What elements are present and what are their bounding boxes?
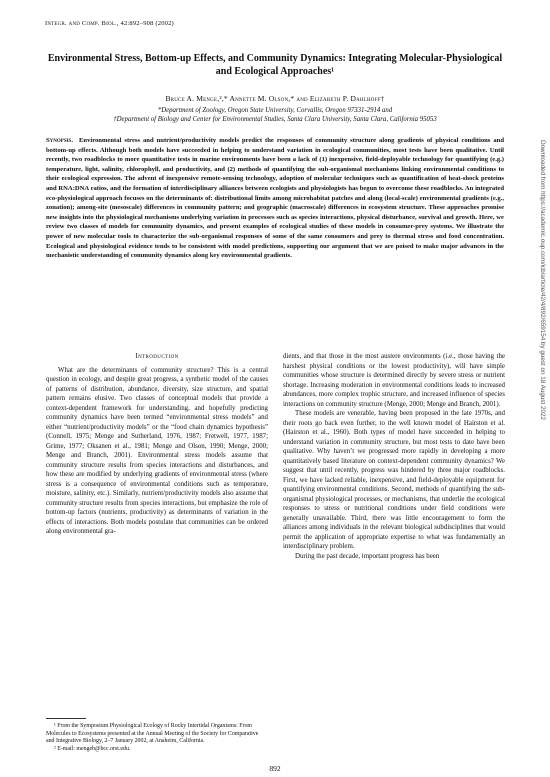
author-list: Bruce A. Menge,²,* Annette M. Olson,* and Elizabeth P. Dahlhoff†	[165, 94, 385, 103]
footnotes	[46, 718, 268, 753]
journal-reference: Integr. and Comp. Biol., 42:892–908 (2002)	[45, 20, 174, 27]
footnote-symposium: ¹ From the Symposium Physiological Ecology of Rocky Intertidal Organisms: From Molecules to Ecosystems presented at the Annual Meeting of the Society for Comparative and Integrative Biology, 2–7 January 2002, at Anaheim, California.	[46, 723, 259, 745]
body-paragraph: During the past decade, important progress has been	[295, 552, 440, 560]
synopsis-block	[46, 136, 504, 261]
page-number: 892	[269, 764, 281, 773]
body-paragraph: What are the determinants of community structure? This is a central question in ecology, and despite great progress, a synthetic model of the causes of patterns of distribution, abundance, diversity, size structure, and spatial pattern remains elusive. Two classes of conceptual models that provide a context-dependent framework for understanding, and hopefully predicting community dynamics have been termed “environmental stress models” and either “nutrient/productivity models” or the “food chain dynamics hypothesis” (Connell, 1975; Menge and Sutherland, 1976, 1987; Fretwell, 1977, 1987; Grime, 1977; Oksanen et al., 1981; Menge and Olson, 1990; Menge, 2000; Menge and Branch, 2001). Environmental stress models assume that community structure results from species interactions and disturbances, and how these are modified by underlying gradients of environmental stress (where stress is a consequence of environmental conditions such as temperature, moisture, salinity, etc.). Similarly, nutrient/productivity models also assume that community structure results from species interactions, but emphasize the role of bottom-up factors (nutrients, productivity) as determinants of variation in the effects of interactions. Both models postulate that communities can be ordered along environmental gra-	[46, 366, 268, 535]
left-column	[46, 352, 268, 537]
body-paragraph: dients, and that those in the most austere environments (i.e., those having the harshest physical conditions or the lowest productivity), will have simple communities whose structure is determined directly by severe stress or nutrient shortage. Increasing moderation in environmental conditions leads to increased abundances, more complex trophic structure, and increased influence of species interactions on community structure (Menge, 2000; Menge and Branch, 2001).	[283, 353, 505, 408]
section-heading-introduction: Introduction	[135, 353, 179, 360]
right-column	[283, 352, 505, 561]
footnote-email: ² E-mail: mengeb@bcc.orst.edu.	[54, 745, 131, 752]
synopsis-label: Synopsis.	[46, 137, 73, 144]
footnote-rule	[46, 718, 86, 719]
body-paragraph: These models are venerable, having been proposed in the late 1970s, and their roots go back even further, to the well known model of Hairston et al. (Hairston et al., 1960). Both types of model have succeeded in helping to understand variation in community structure, but most tests to date have been qualitative. Why haven’t we progressed more rapidly in developing a more quantitatively based literature on context-dependent community dynamics? We suggest that until recently, progress was hindered by three major roadblocks. First, we have lacked reliable, inexpensive, and field-deployable equipment for quantifying environmental conditions. Second, methods of quantifying the sub-organismal physiological processes, or mechanisms, that underlie the ecological responses to stress or nutritional conditions under field conditions were generally unavailable. Third, there was little encouragement to form the alliances among individuals in the relevant biological subdisciplines that would permit the application of appropriate expertise to what was fundamentally an interdisciplinary problem.	[283, 410, 505, 550]
article-title: Environmental Stress, Bottom-up Effects, and Community Dynamics: Integrating Molecular-Physiological and Ecological Approaches¹	[47, 53, 503, 77]
synopsis-text: Environmental stress and nutrient/productivity models predict the responses of community structure along gradients of physical conditions and bottom-up effects. Although both models have succeeded in helping to understand variation in ecological communities, most tests have been qualitative. Until recently, two roadblocks to more quantitative tests in marine environments have been a lack of (1) inexpensive, field-deployable technology for quantifying (e.g.) temperature, light, salinity, chlorophyll, and productivity, and (2) methods of quantifying the sub-organismal mechanisms linking environmental conditions to their ecological expression. The advent of inexpensive remote-sensing technology, adoption of molecular techniques such as quantification of heat-shock proteins and RNA:DNA ratios, and the formation of interdisciplinary alliances between ecologists and physiologists has begun to overcome these roadblocks. An integrated eco-physiological approach focuses on the determinants of: distributional limits among microhabitat patches and along (local-scale) environmental gradients (e.g., zonation); among-site (mesoscale) differences in community pattern; and geographic (macroscale) differences in ecosystem structure. These approaches promise new insights into the physiological mechanisms underlying variation in processes such as species interactions, physical disturbance, survival and growth. Here, we review two classes of models for community dynamics, and present examples of ecological studies of these models in consumer-prey systems. We illustrate the power of new molecular tools to characterize the sub-organismal responses of some of the same consumers and prey to thermal stress and food concentration. Ecological and physiological evidence tends to be consistent with model predictions, supporting our argument that we are poised to make major advances in the mechanistic understanding of community dynamics along key environmental gradients.	[46, 137, 504, 260]
download-watermark: Downloaded from https://academic.oup.com/icb/article/42/4/892/659154 by guest on 18 August 2022	[539, 140, 546, 421]
affiliation-santa-clara: †Department of Biology and Center for Environmental Studies, Santa Clara University, Santa Clara, California 95053	[113, 116, 437, 123]
affiliation-oregon: *Department of Zoology, Oregon State University, Corvallis, Oregon 97331-2914 and	[157, 107, 393, 114]
